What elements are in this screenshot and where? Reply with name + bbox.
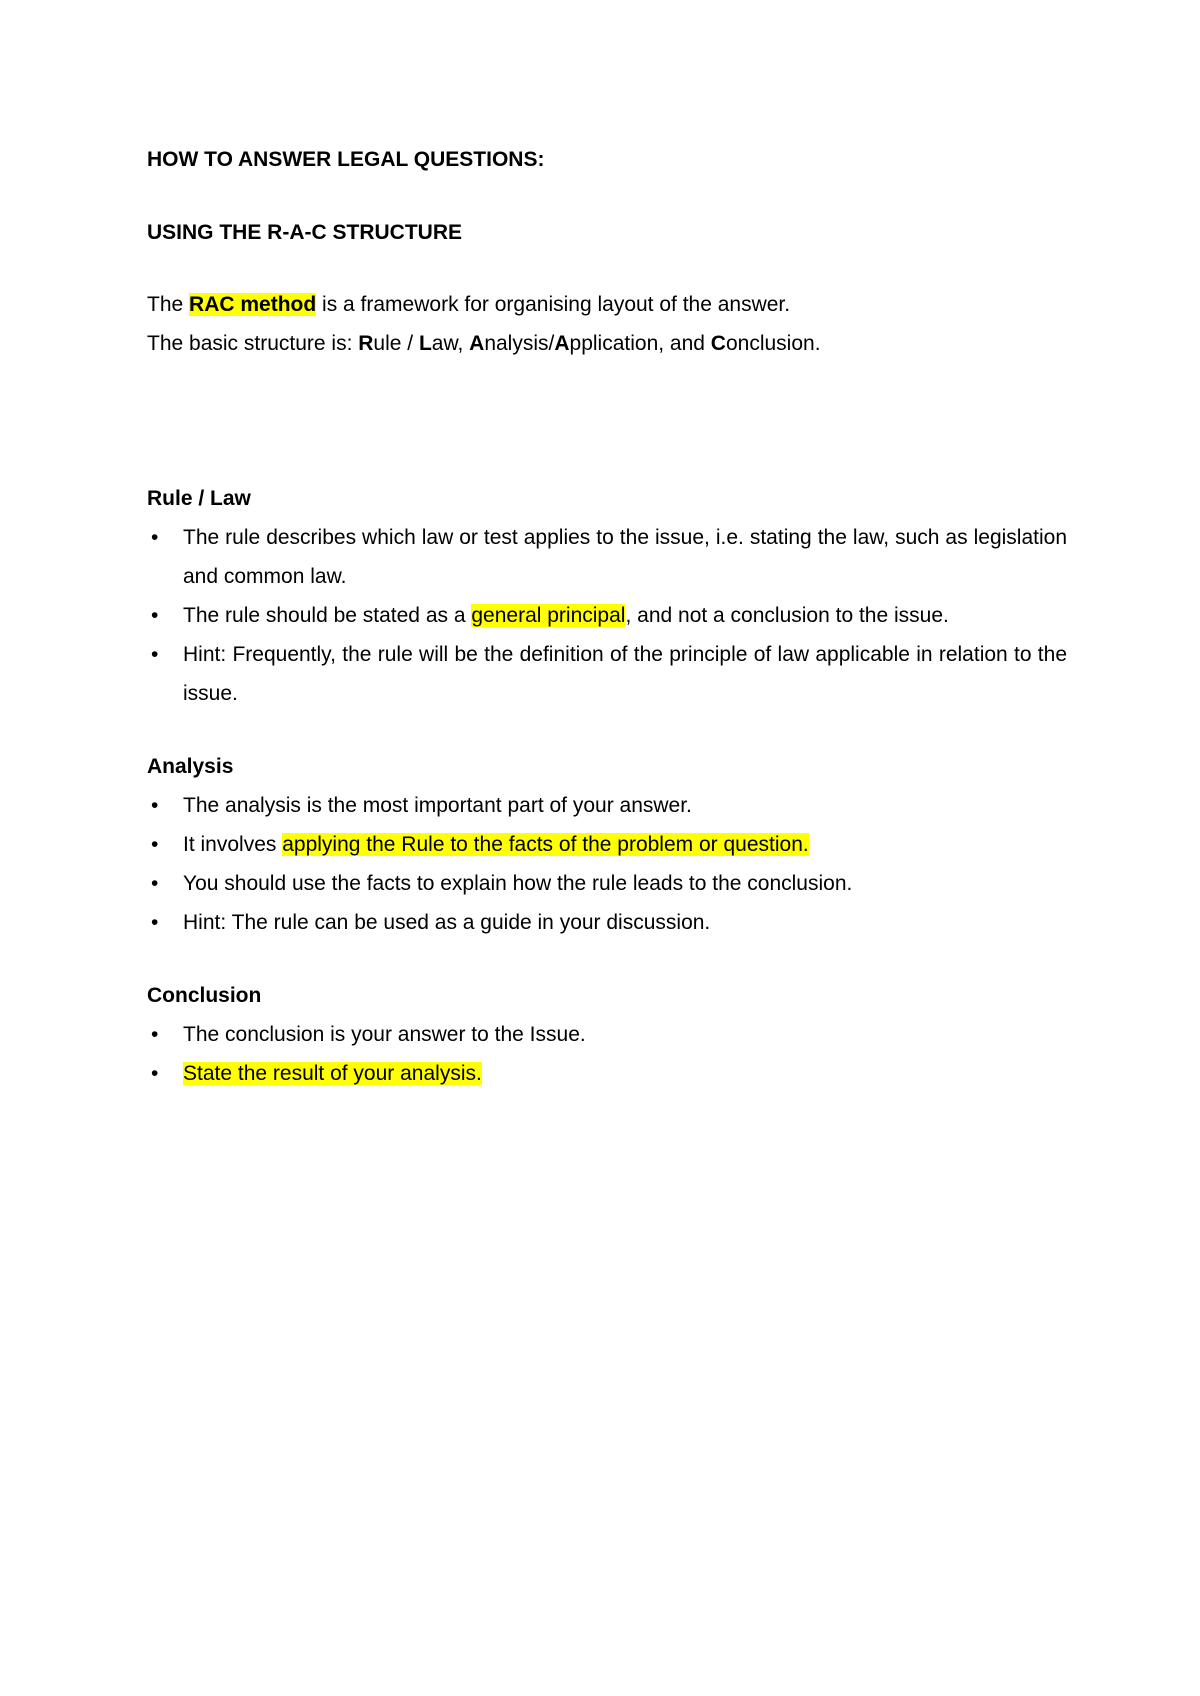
rule-law-list [147, 518, 1067, 713]
rule-bullet-3: Hint: Frequently, the rule will be the definition of the principle of law applicable in relation to the issue. [183, 643, 1067, 705]
letter-a2: A [554, 332, 570, 355]
word-law-rest: aw, [431, 332, 470, 355]
bullet-icon: • [151, 604, 159, 627]
word-application-rest: pplication, and [569, 332, 711, 355]
bullet-icon: • [151, 911, 159, 934]
intro-line-2 [147, 324, 1067, 363]
rule-law-heading: Rule / Law [147, 487, 251, 510]
document-subtitle: USING THE R-A-C STRUCTURE [147, 221, 462, 244]
word-analysis-rest: nalysis/ [484, 332, 555, 355]
rule-bullet-1: The rule describes which law or test applies to the issue, i.e. stating the law, such as legislation and common law. [183, 526, 1067, 588]
document-title: HOW TO ANSWER LEGAL QUESTIONS: [147, 148, 545, 171]
analysis-heading: Analysis [147, 755, 234, 778]
bullet-icon: • [151, 1062, 159, 1085]
conclusion-bullet-1: The conclusion is your answer to the Issue. [183, 1023, 586, 1046]
letter-c: C [710, 332, 726, 355]
analysis-bullet-1: The analysis is the most important part of your answer. [183, 794, 692, 817]
rule-bullet-2-prefix: The rule should be stated as a [183, 604, 472, 627]
letter-r: R [358, 332, 374, 355]
analysis-bullet-4: Hint: The rule can be used as a guide in your discussion. [183, 911, 711, 934]
bullet-icon: • [151, 643, 159, 666]
analysis-bullet-3: You should use the facts to explain how the rule leads to the conclusion. [183, 872, 853, 895]
intro-line-1-suffix: is a framework for organising layout of the answer. [316, 293, 791, 316]
document-body [147, 140, 1067, 1093]
list-item [147, 635, 1067, 713]
state-result-highlight: State the result of your analysis. [183, 1062, 482, 1085]
list-item [147, 825, 1067, 864]
general-principal-highlight: general principal [471, 604, 626, 627]
analysis-list [147, 786, 1067, 942]
list-item [147, 518, 1067, 596]
list-item [147, 596, 1067, 635]
rac-method-highlight: RAC method [189, 293, 317, 316]
list-item [147, 1054, 1067, 1093]
conclusion-list [147, 1015, 1067, 1093]
intro-line-1-prefix: The [147, 293, 190, 316]
intro-line-1 [147, 285, 1067, 324]
list-item [147, 1015, 1067, 1054]
applying-rule-highlight: applying the Rule to the facts of the problem or question. [282, 833, 809, 856]
word-conclusion-rest: onclusion. [725, 332, 821, 355]
rule-bullet-2-suffix: , and not a conclusion to the issue. [625, 604, 949, 627]
intro-line-2-prefix: The basic structure is: [147, 332, 359, 355]
analysis-bullet-2-prefix: It involves [183, 833, 283, 856]
letter-l: L [418, 332, 432, 355]
bullet-icon: • [151, 1023, 159, 1046]
bullet-icon: • [151, 526, 159, 549]
bullet-icon: • [151, 872, 159, 895]
letter-a: A [469, 332, 485, 355]
list-item [147, 903, 1067, 942]
conclusion-heading: Conclusion [147, 984, 262, 1007]
word-rule-rest: ule / [373, 332, 419, 355]
bullet-icon: • [151, 794, 159, 817]
list-item [147, 864, 1067, 903]
bullet-icon: • [151, 833, 159, 856]
list-item [147, 786, 1067, 825]
